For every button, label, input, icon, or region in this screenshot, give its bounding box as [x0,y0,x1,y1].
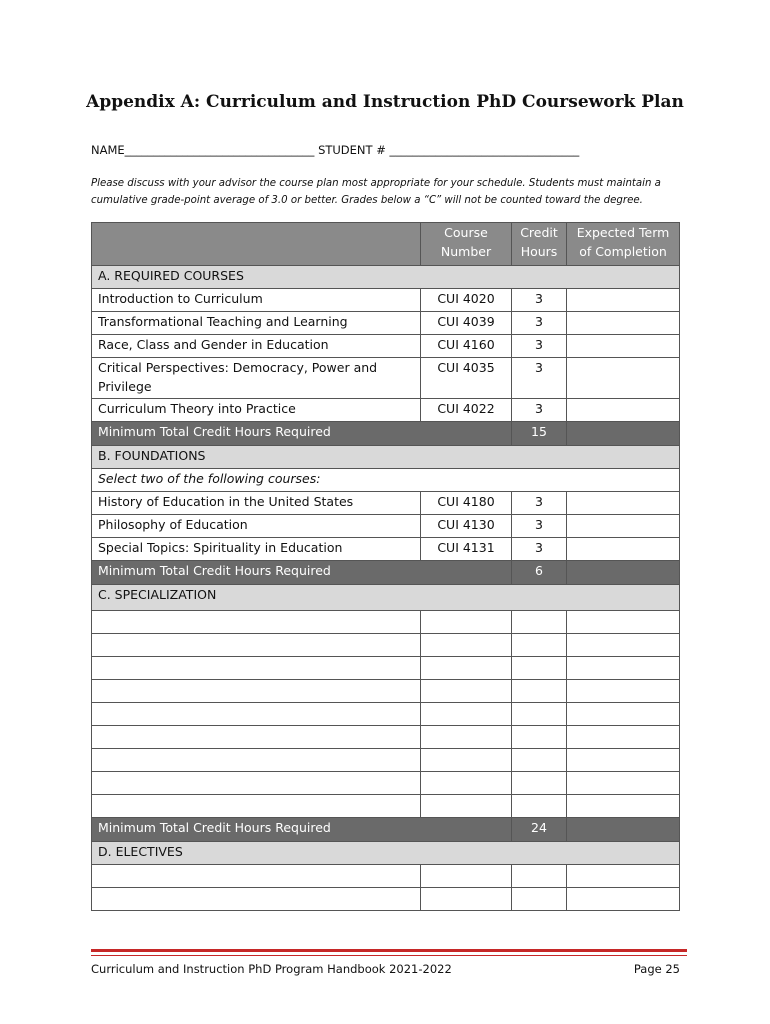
blank-cell[interactable] [512,680,567,703]
blank-cell[interactable] [421,726,512,749]
blank-cell[interactable] [92,772,421,795]
blank-cell[interactable] [421,657,512,680]
credit-hours: 3 [512,492,567,515]
blank-cell[interactable] [567,795,680,818]
total-hours: 24 [512,818,567,842]
blank-cell[interactable] [92,726,421,749]
section-heading: C. SPECIALIZATION [92,585,680,611]
course-number: CUI 4039 [421,312,512,335]
blank-cell[interactable] [92,680,421,703]
section-row-required [92,266,680,289]
blank-cell[interactable] [512,772,567,795]
blank-cell[interactable] [512,795,567,818]
total-label: Minimum Total Credit Hours Required [92,422,512,446]
blank-cell[interactable] [92,657,421,680]
blank-cell[interactable] [92,795,421,818]
credit-hours: 3 [512,358,567,399]
total-blank [567,561,680,585]
select-instruction-row [92,469,680,492]
blank-row [92,634,680,657]
total-row-required [92,422,680,446]
table-row [92,312,680,335]
table-row [92,515,680,538]
blank-cell[interactable] [92,703,421,726]
table-row [92,538,680,561]
expected-term-cell[interactable] [567,399,680,422]
blank-cell[interactable] [421,611,512,634]
course-number: CUI 4131 [421,538,512,561]
blank-cell[interactable] [567,888,680,911]
blank-cell[interactable] [567,703,680,726]
course-number: CUI 4130 [421,515,512,538]
header-credit-hours: Credit Hours [512,223,567,266]
blank-cell[interactable] [567,680,680,703]
course-number: CUI 4180 [421,492,512,515]
expected-term-cell[interactable] [567,289,680,312]
total-row-specialization [92,818,680,842]
blank-cell[interactable] [567,772,680,795]
section-row-specialization [92,585,680,611]
credit-hours: 3 [512,515,567,538]
blank-cell[interactable] [92,611,421,634]
course-number: CUI 4160 [421,335,512,358]
credit-hours: 3 [512,538,567,561]
blank-cell[interactable] [421,888,512,911]
section-row-electives [92,842,680,865]
select-instruction: Select two of the following courses: [92,469,680,492]
blank-cell[interactable] [92,749,421,772]
blank-row [92,772,680,795]
course-name: Curriculum Theory into Practice [92,399,421,422]
blank-cell[interactable] [92,634,421,657]
total-label: Minimum Total Credit Hours Required [92,561,512,585]
blank-row [92,726,680,749]
instructions-text: Please discuss with your advisor the course plan most appropriate for your schedule. Students must maintain a cumulative grade-point average of 3.0 or better. Grades below a “C” will not be counted toward the degree. [91,178,661,206]
header-expected-term: Expected Term of Completion [567,223,680,266]
course-number: CUI 4035 [421,358,512,399]
total-label: Minimum Total Credit Hours Required [92,818,512,842]
course-number: CUI 4022 [421,399,512,422]
blank-row [92,865,680,888]
course-name: Introduction to Curriculum [92,289,421,312]
total-blank [567,422,680,446]
table-row [92,492,680,515]
blank-cell[interactable] [567,657,680,680]
table-row [92,358,680,399]
total-hours: 6 [512,561,567,585]
credit-hours: 3 [512,399,567,422]
name-student-line: NAME_________________________________ STUDENT # _________________________________ [91,143,580,157]
expected-term-cell[interactable] [567,312,680,335]
page-title: Appendix A: Curriculum and Instruction PhD Coursework Plan [86,92,684,112]
footer-page-number: Page 25 [633,962,680,976]
course-number: CUI 4020 [421,289,512,312]
blank-cell[interactable] [92,888,421,911]
blank-row [92,888,680,911]
table-header-row [92,223,680,266]
expected-term-cell[interactable] [567,492,680,515]
blank-cell[interactable] [421,749,512,772]
course-name: Philosophy of Education [92,515,421,538]
header-course-name [92,223,421,266]
total-row-foundations [92,561,680,585]
blank-cell[interactable] [512,634,567,657]
section-heading: A. REQUIRED COURSES [92,266,680,289]
blank-cell[interactable] [567,611,680,634]
footer-divider-thin [91,955,687,956]
footer-divider-thick [91,949,687,952]
blank-row [92,611,680,634]
blank-cell[interactable] [512,657,567,680]
blank-row [92,703,680,726]
table-row [92,289,680,312]
blank-cell[interactable] [567,865,680,888]
blank-cell[interactable] [567,726,680,749]
course-name: Transformational Teaching and Learning [92,312,421,335]
expected-term-cell[interactable] [567,358,680,399]
section-heading: D. ELECTIVES [92,842,680,865]
course-name: Race, Class and Gender in Education [92,335,421,358]
course-name: History of Education in the United States [92,492,421,515]
blank-cell[interactable] [421,772,512,795]
blank-cell[interactable] [567,634,680,657]
table-row [92,399,680,422]
blank-cell[interactable] [421,865,512,888]
credit-hours: 3 [512,335,567,358]
course-name: Critical Perspectives: Democracy, Power and Privilege [92,358,421,399]
blank-cell[interactable] [512,703,567,726]
footer-handbook-title: Curriculum and Instruction PhD Program Handbook 2021-2022 [91,962,452,976]
blank-cell[interactable] [512,749,567,772]
blank-cell[interactable] [92,865,421,888]
credit-hours: 3 [512,289,567,312]
header-course-number: Course Number [421,223,512,266]
credit-hours: 3 [512,312,567,335]
blank-cell[interactable] [421,680,512,703]
blank-cell[interactable] [512,611,567,634]
expected-term-cell[interactable] [567,515,680,538]
course-name: Special Topics: Spirituality in Education [92,538,421,561]
table-row [92,335,680,358]
blank-cell[interactable] [512,888,567,911]
section-row-foundations [92,446,680,469]
blank-row [92,795,680,818]
expected-term-cell[interactable] [567,538,680,561]
blank-row [92,749,680,772]
blank-cell[interactable] [421,703,512,726]
blank-row [92,657,680,680]
blank-cell[interactable] [421,634,512,657]
blank-row [92,680,680,703]
blank-cell[interactable] [512,726,567,749]
section-heading: B. FOUNDATIONS [92,446,680,469]
coursework-plan-table [91,222,680,911]
blank-cell[interactable] [421,795,512,818]
expected-term-cell[interactable] [567,335,680,358]
blank-cell[interactable] [512,865,567,888]
total-blank [567,818,680,842]
total-hours: 15 [512,422,567,446]
blank-cell[interactable] [567,749,680,772]
